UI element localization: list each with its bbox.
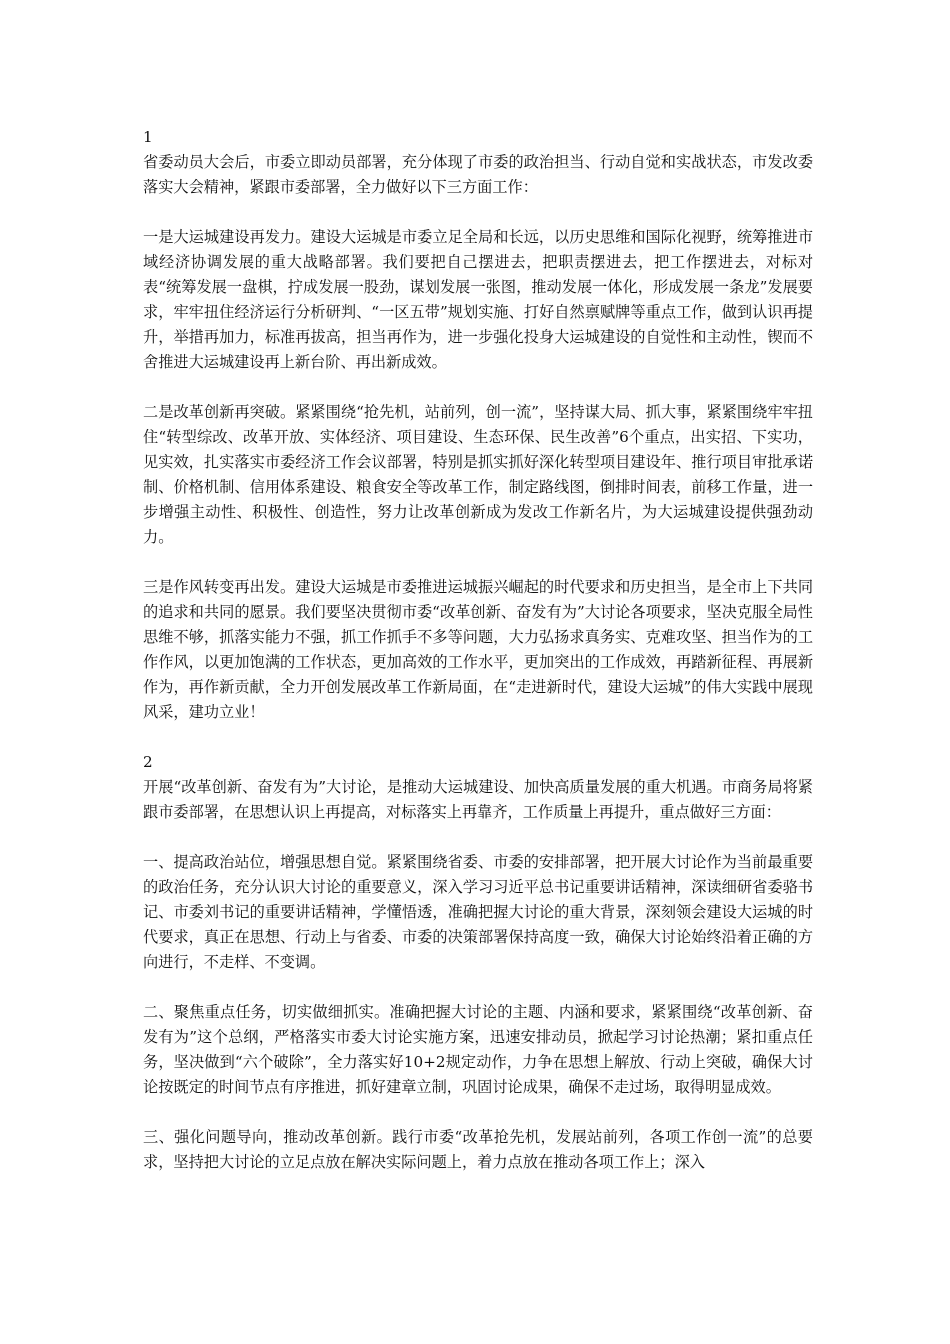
paragraph: 一、提高政治站位，增强思想自觉。紧紧围绕省委、市委的安排部署，把开展大讨论作为当前最重要的政治任务，充分认识大讨论的重要意义，深入学习习近平总书记重要讲话精神，深读细研省委骆书记、市委刘书记的重要讲话精神，学懂悟透，准确把握大讨论的重大背景，深刻领会建设大运城的时代要求，真正在思想、行动上与省委、市委的决策部署保持高度一致，确保大讨论始终沿着正确的方向进行，不走样、不变调。 <box>143 853 813 971</box>
paragraph: 二是改革创新再突破。紧紧围绕“抢先机，站前列，创一流”，坚持谋大局、抓大事，紧紧围绕牢牢扭住“转型综改、改革开放、实体经济、项目建设、生态环保、民生改善”6个重点，出实招、下实功，见实效，扎实落实市委经济工作会议部署，特别是抓实抓好深化转型项目建设年、推行项目审批承诺制、价格机制、信用体系建设、粮食安全等改革工作，制定路线图，倒排时间表，前移工作量，进一步增强主动性、积极性、创造性，努力让改革创新成为发改工作新名片，为大运城建设提供强劲动力。 <box>143 403 813 546</box>
paragraph: 三、强化问题导向，推动改革创新。践行市委“改革抢先机，发展站前列，各项工作创一流”的总要求，坚持把大讨论的立足点放在解决实际问题上，着力点放在推动各项工作上；深入 <box>143 1128 813 1171</box>
paragraph: 省委动员大会后，市委立即动员部署，充分体现了市委的政治担当、行动自觉和实战状态，市发改委落实大会精神，紧跟市委部署，全力做好以下三方面工作： <box>143 153 813 196</box>
paragraph: 二、聚焦重点任务，切实做细抓实。准确把握大讨论的主题、内涵和要求，紧紧围绕“改革创新、奋发有为”这个总纲，严格落实市委大讨论实施方案，迅速安排动员，掀起学习讨论热潮；紧扣重点任务，坚决做到“六个破除”，全力落实好10+2规定动作，力争在思想上解放、行动上突破，确保大讨论按既定的时间节点有序推进，抓好建章立制，巩固讨论成果，确保不走过场，取得明显成效。 <box>143 1003 813 1096</box>
section-2 <box>143 750 813 1175</box>
paragraph: 一是大运城建设再发力。建设大运城是市委立足全局和长远，以历史思维和国际化视野，统筹推进市域经济协调发展的重大战略部署。我们要把自己摆进去，把职责摆进去，把工作摆进去，对标对表“统筹发展一盘棋，拧成发展一股劲，谋划发展一张图，推动发展一体化，形成发展一条龙”发展要求，牢牢扭住经济运行分析研判、“一区五带”规划实施、打好自然禀赋牌等重点工作，做到认识再提升，举措再加力，标准再拔高，担当再作为，进一步强化投身大运城建设的自觉性和主动性，锲而不舍推进大运城建设再上新台阶、再出新成效。 <box>143 228 813 371</box>
section-number: 1 <box>143 128 153 146</box>
document-page <box>143 125 813 1175</box>
paragraph: 三是作风转变再出发。建设大运城是市委推进运城振兴崛起的时代要求和历史担当，是全市上下共同的追求和共同的愿景。我们要坚决贯彻市委“改革创新、奋发有为”大讨论各项要求，坚决克服全局性思维不够，抓落实能力不强，抓工作抓手不多等问题，大力弘扬求真务实、克难攻坚、担当作为的工作作风，以更加饱满的工作状态，更加高效的工作水平，更加突出的工作成效，再踏新征程、再展新作为，再作新贡献，全力开创发展改革工作新局面，在“走进新时代，建设大运城”的伟大实践中展现风采，建功立业！ <box>143 578 813 721</box>
section-number: 2 <box>143 753 153 771</box>
section-1 <box>143 125 813 725</box>
paragraph: 开展“改革创新、奋发有为”大讨论，是推动大运城建设、加快高质量发展的重大机遇。市商务局将紧跟市委部署，在思想认识上再提高，对标落实上再靠齐，工作质量上再提升，重点做好三方面： <box>143 778 813 821</box>
